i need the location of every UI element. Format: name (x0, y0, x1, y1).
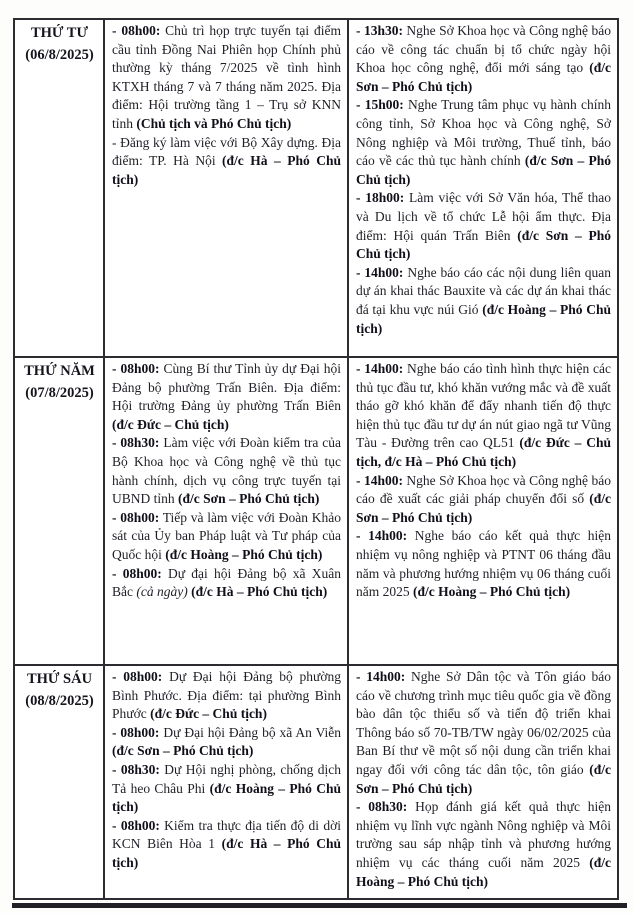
time-label: - 14h00: (356, 264, 404, 280)
time-label: - 08h00: (112, 817, 160, 833)
schedule-item (112, 761, 341, 817)
schedule-item (112, 434, 341, 508)
time-label: - 14h00: (356, 472, 403, 488)
attendee-label: (đ/c Đức – Chủ tịch, đ/c Hà – Phó Chủ tịch) (356, 435, 611, 469)
time-label: - 08h00: (112, 23, 161, 38)
schedule-item (356, 360, 611, 472)
schedule-item (356, 668, 611, 798)
attendee-label: (đ/c Sơn – Phó Chủ tịch) (356, 761, 611, 796)
day-cell (14, 19, 104, 357)
schedule-item (112, 360, 341, 434)
afternoon-cell (348, 19, 618, 357)
time-label: - 13h30: (356, 23, 403, 38)
attendee-label: (đ/c Đức – Chủ tịch) (150, 706, 267, 722)
text-segment: - Đăng ký làm việc với Bộ Xây dựng. Địa điểm: TP. Hà Nội (112, 134, 341, 169)
time-label: - 18h00: (356, 190, 405, 206)
attendee-label: (đ/c Hoàng – Phó Chủ tịch) (356, 854, 611, 889)
morning-cell (104, 19, 348, 357)
text-segment: Dự Đại hội Đảng bộ phường Bình Phước. Địa điểm: tại phường Bình Phước (112, 669, 342, 722)
schedule-item (356, 264, 611, 338)
attendee-label: (đ/c Hoàng – Phó Chủ tịch) (165, 546, 323, 562)
text-segment: Nghe báo cáo tình hình thực hiện các thủ tục đầu tư, khó khăn vướng mắc và đề xuất tháo gỡ khó khăn để đẩy nhanh tiến độ thực hiện thủ tục đầu tư dự án nút giao ngã tư Vũng Tàu - Đường trên cao QL51 (356, 361, 612, 451)
text-segment: Nghe Sở Dân tộc và Tôn giáo báo cáo về chương trình mục tiêu quốc gia về đồng bào dân tộc thiểu số và tiến độ triển khai Thông báo số 70-TB/TW ngày 06/02/2025 của Ban Bí thư về một số nội dung cần triển khai ngay đối với công tác dân tộc, tôn giáo (356, 669, 612, 777)
schedule-item (112, 724, 341, 761)
schedule-item (112, 668, 341, 724)
attendee-label: (đ/c Hà – Phó Chủ tịch) (112, 153, 341, 187)
day-cell (14, 665, 104, 899)
text-segment: Họp đánh giá kết quả thực hiện nhiệm vụ lĩnh vực ngành Nông nghiệp và Môi trường sau sáp nhập tỉnh và phương hướng nhiệm vụ các tháng cuối năm 2025 (356, 799, 611, 870)
text-segment: Nghe Sở Khoa học và Công nghệ báo cáo về công tác chuẩn bị tổ chức ngày hội Khoa học công nghệ, đổi mới sáng tạo (356, 23, 612, 76)
schedule-item (356, 22, 611, 96)
schedule-table-body (14, 19, 618, 899)
note-label: (cả ngày) (136, 584, 188, 600)
afternoon-cell (348, 357, 618, 665)
text-segment: Dự Hội nghị phòng, chống dịch Tả heo Châu Phi (112, 761, 341, 796)
attendee-label: (đ/c Hoàng – Phó Chủ tịch) (413, 584, 571, 600)
time-label: - 08h30: (112, 435, 160, 451)
attendee-label: (đ/c Sơn – Phó Chủ tịch) (178, 491, 320, 507)
schedule-item (112, 134, 341, 190)
time-label: - 08h00: (112, 509, 160, 525)
attendee-label: (Chủ tịch và Phó Chủ tịch) (136, 115, 292, 131)
schedule-item (356, 96, 611, 189)
attendee-label: (đ/c Sơn – Phó Chủ tịch) (356, 60, 611, 94)
time-label: - 08h30: (112, 761, 160, 777)
schedule-item (356, 798, 611, 891)
date-label: (08/8/2025) (25, 693, 94, 710)
text-segment: Nghe báo cáo các nội dung liên quan dự án khai thác Bauxite và các dự án khai thác đá tại khu vực núi Gió (356, 264, 612, 317)
time-label: - 14h00: (356, 361, 404, 376)
attendee-label: (đ/c Hà – Phó Chủ tịch) (191, 584, 328, 600)
text-segment: Dự Đại hội Đảng bộ xã An Viễn (159, 724, 342, 740)
day-label: THỨ NĂM (24, 363, 95, 379)
schedule-item (112, 565, 341, 602)
schedule-row (14, 665, 618, 899)
schedule-item (356, 189, 611, 263)
text-segment: Kiểm tra thực địa tiến độ di dời KCN Biên Hòa 1 (112, 817, 341, 852)
afternoon-cell (348, 665, 618, 899)
day-label: THỨ TƯ (30, 25, 89, 41)
morning-cell (104, 665, 348, 899)
time-label: - 08h00: (112, 669, 163, 684)
schedule-row (14, 357, 618, 665)
schedule-row (14, 19, 618, 357)
next-row-top-border (12, 903, 627, 908)
text-segment: Nghe Trung tâm phục vụ hành chính công tỉnh, Sở Khoa học và Công nghệ, Sở Nông nghiệp và Môi trường, Thuế tỉnh, báo cáo về các thủ tục hành chính (356, 97, 611, 169)
schedule-item (112, 509, 341, 565)
attendee-label: (đ/c Sơn – Phó Chủ tịch) (356, 227, 611, 262)
date-label: (06/8/2025) (25, 47, 94, 64)
day-cell (14, 357, 104, 665)
date-label: (07/8/2025) (25, 385, 94, 402)
text-segment: Chủ trì họp trực tuyến tại điểm cầu tỉnh Đồng Nai Phiên họp Chính phủ thường kỳ tháng 7/2025 về tình hình KTXH tháng 7 và 7 tháng năm 2025. Địa điểm: Hội trường tầng 1 – Trụ sở KNN tỉnh (112, 23, 341, 131)
schedule-item (112, 22, 341, 134)
time-label: - 08h00: (112, 565, 162, 581)
time-label: - 15h00: (356, 97, 404, 113)
attendee-label: (đ/c Đức – Chủ tịch) (112, 416, 229, 432)
text-segment: Làm việc với Đoàn kiểm tra của Bộ Khoa học và Công nghệ về thủ tục hành chính, dịch vụ công trực tuyến tại UBND tỉnh (112, 435, 342, 507)
attendee-label: (đ/c Sơn – Phó Chủ tịch) (356, 491, 611, 525)
schedule-table (13, 18, 619, 900)
attendee-label: (đ/c Hoàng – Phó Chủ tịch) (356, 301, 611, 336)
morning-cell (104, 357, 348, 665)
attendee-label: (đ/c Hoàng – Phó Chủ tịch) (112, 780, 341, 815)
time-label: - 14h00: (356, 669, 406, 684)
text-segment: Cùng Bí thư Tỉnh ủy dự Đại hội Đảng bộ phường Trấn Biên. Địa điểm: Hội trường Đảng ủy phường Trấn Biên (112, 361, 342, 414)
attendee-label: (đ/c Sơn – Phó Chủ tịch) (356, 153, 611, 187)
attendee-label: (đ/c Sơn – Phó Chủ tịch) (112, 743, 254, 759)
text-segment: Làm việc với Sở Văn hóa, Thể thao và Du lịch về tổ chức Lễ hội ẩm thực. Địa điểm: Hội quán Trấn Biên (356, 190, 611, 243)
text-segment: Tiếp và làm việc với Đoàn Khảo sát của Ủy ban Pháp luật và Tư pháp của Quốc hội (112, 509, 341, 562)
schedule-item (112, 817, 341, 873)
time-label: - 08h00: (112, 361, 160, 376)
time-label: - 08h00: (112, 724, 160, 740)
text-segment: Nghe Sở Khoa học và Công nghệ báo cáo đề xuất các giải pháp chuyển đổi số (356, 472, 612, 507)
time-label: - 14h00: (356, 528, 408, 544)
time-label: - 08h30: (356, 799, 408, 815)
schedule-item (356, 527, 611, 601)
text-segment: Nghe báo cáo kết quả thực hiện nhiệm vụ nông nghiệp và PTNT 06 tháng đầu năm và phương hướng nhiệm vụ 06 tháng cuối năm 2025 (356, 528, 611, 600)
attendee-label: (đ/c Hà – Phó Chủ tịch) (112, 836, 341, 870)
day-label: THỨ SÁU (26, 671, 93, 687)
text-segment: Dự đại hội Đảng bộ xã Xuân Bắc (112, 565, 341, 600)
schedule-item (356, 472, 611, 528)
